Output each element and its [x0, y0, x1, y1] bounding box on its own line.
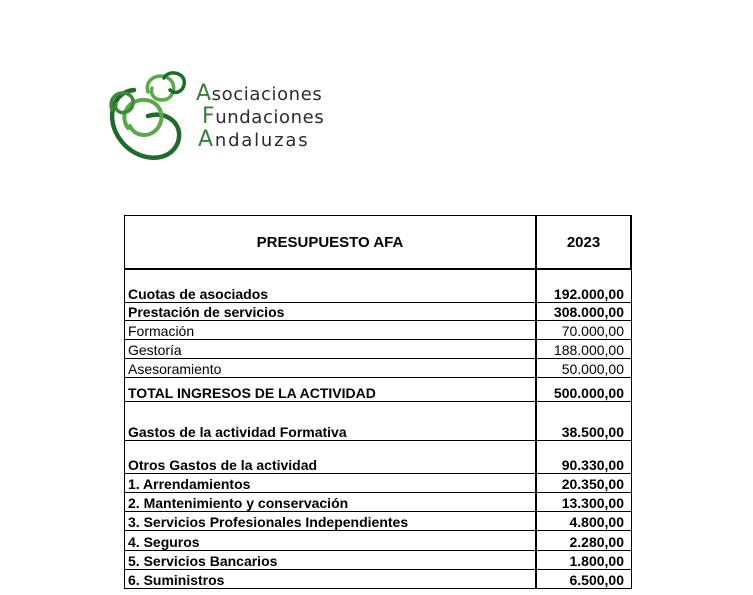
row-label: 3. Servicios Profesionales Independientes — [128, 514, 409, 530]
logo-initial-f: F — [202, 104, 216, 129]
row-amount: 6.500,00 — [535, 570, 631, 588]
logo-line-andaluzas — [198, 128, 324, 151]
table-row — [124, 286, 632, 303]
row-label: 4. Seguros — [128, 534, 200, 550]
table-row — [124, 551, 632, 570]
row-label — [125, 402, 535, 416]
row-amount: 308.000,00 — [535, 303, 631, 320]
row-amount: 70.000,00 — [535, 321, 631, 339]
budget-table — [124, 215, 632, 589]
row-label: Formación — [128, 323, 195, 339]
table-row — [124, 340, 632, 359]
logo-word-rest: undaciones — [215, 107, 325, 128]
afa-logo — [104, 70, 344, 170]
row-amount: 20.350,00 — [535, 474, 631, 492]
table-row — [124, 493, 632, 512]
row-label: Asesoramiento — [128, 361, 222, 377]
logo-wordmark — [196, 82, 324, 151]
logo-word-rest: sociaciones — [211, 84, 323, 105]
table-row — [124, 531, 632, 551]
table-body — [124, 270, 632, 589]
rings-logo-icon — [104, 70, 194, 170]
table-spacer-row — [124, 441, 632, 455]
row-label — [125, 441, 535, 455]
table-spacer-row — [124, 402, 632, 416]
table-row — [124, 455, 632, 474]
logo-initial-a: A — [196, 81, 212, 106]
table-spacer-row — [124, 270, 632, 286]
row-label: Cuotas de asociados — [128, 286, 269, 302]
table-row — [124, 303, 632, 321]
table-title: PRESUPUESTO AFA — [256, 233, 404, 251]
row-amount: 188.000,00 — [535, 340, 631, 358]
table-row — [124, 512, 632, 531]
row-amount: 2.280,00 — [535, 531, 631, 550]
table-row — [124, 416, 632, 441]
row-label: Otros Gastos de la actividad — [128, 457, 318, 473]
row-amount: 13.300,00 — [535, 493, 631, 511]
row-amount: 50.000,00 — [535, 359, 631, 377]
logo-line-asociaciones — [196, 82, 324, 105]
row-amount: 1.800,00 — [535, 551, 631, 569]
logo-word-rest: ndaluzas — [214, 130, 310, 151]
row-amount: 192.000,00 — [535, 286, 631, 302]
row-amount — [535, 402, 631, 416]
table-row — [124, 321, 632, 340]
table-header — [124, 215, 632, 270]
row-label: 6. Suministros — [128, 572, 225, 588]
row-amount — [535, 270, 631, 286]
table-row — [124, 570, 632, 589]
row-label: Gestoría — [128, 342, 182, 358]
row-label: Gastos de la actividad Formativa — [128, 424, 347, 440]
logo-initial-a2: A — [198, 127, 215, 152]
row-label: Prestación de servicios — [128, 304, 285, 320]
row-amount: 4.800,00 — [535, 512, 631, 530]
row-label: TOTAL INGRESOS DE LA ACTIVIDAD — [128, 385, 376, 401]
row-label: 1. Arrendamientos — [128, 476, 251, 492]
table-year: 2023 — [535, 216, 631, 268]
logo-line-fundaciones — [202, 105, 324, 128]
row-amount: 38.500,00 — [535, 416, 631, 440]
row-label — [125, 270, 535, 286]
table-row — [124, 359, 632, 378]
row-label: 2. Mantenimiento y conservación — [128, 495, 349, 511]
row-amount — [535, 441, 631, 455]
table-row — [124, 378, 632, 402]
table-row — [124, 474, 632, 493]
row-label: 5. Servicios Bancarios — [128, 553, 278, 569]
row-amount: 90.330,00 — [535, 455, 631, 473]
row-amount: 500.000,00 — [535, 378, 631, 401]
